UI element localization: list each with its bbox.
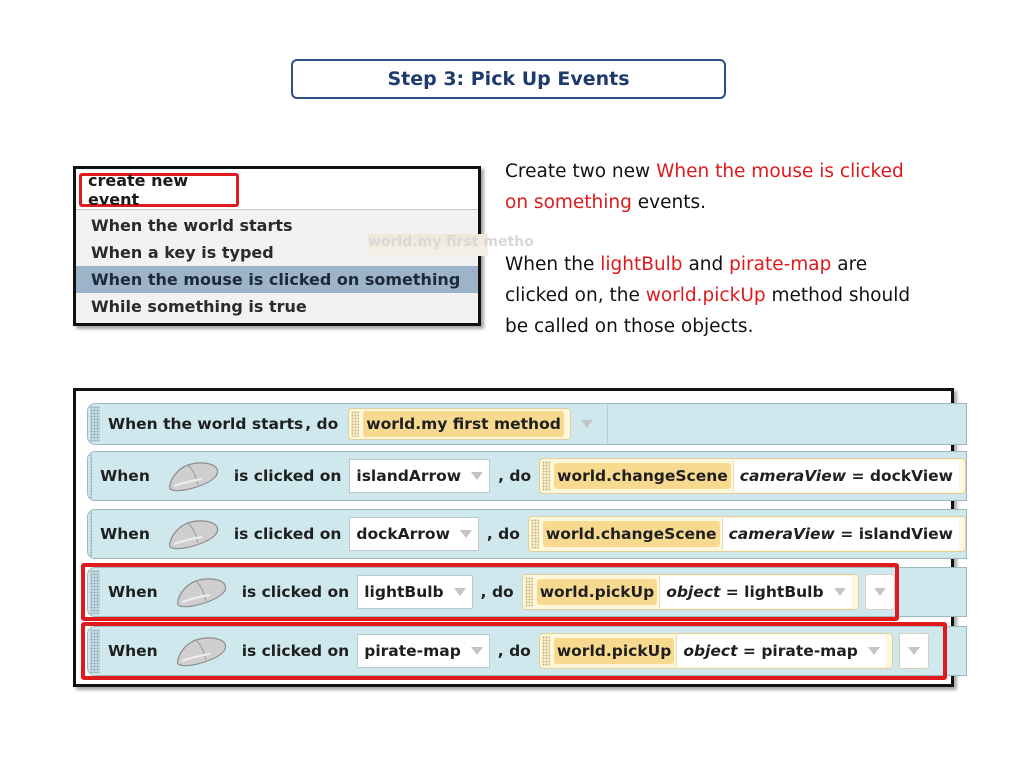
drag-handle[interactable]: [90, 629, 100, 673]
drag-handle[interactable]: [542, 636, 550, 666]
target-select[interactable]: [349, 459, 490, 493]
do-label: , do: [486, 525, 520, 543]
method-name: world.pickUp: [537, 579, 658, 605]
event-mouse-click-island-arrow[interactable]: [87, 451, 967, 501]
param-value: lightBulb: [744, 583, 824, 601]
clicked-on-label: is clicked on: [233, 467, 342, 485]
equals: =: [840, 525, 854, 543]
param-value: dockView: [869, 467, 953, 485]
highlight-text: When the mouse is clicked on something: [505, 161, 904, 213]
method-name: world.changeScene: [554, 463, 731, 489]
do-label: , do: [497, 642, 531, 660]
create-new-event-button[interactable]: create new event: [79, 173, 239, 207]
param-name: object: [683, 642, 738, 660]
menu-item-mouse-clicked[interactable]: When the mouse is clicked on something: [76, 266, 478, 293]
method-block[interactable]: [522, 574, 859, 610]
event-mouse-click-light-bulb[interactable]: [87, 567, 967, 617]
text: and: [682, 254, 730, 275]
clicked-on-label: is clicked on: [241, 583, 350, 601]
equals: =: [742, 642, 756, 660]
dropdown-arrow-icon: [460, 530, 472, 538]
event-mouse-click-dock-arrow[interactable]: [87, 509, 967, 559]
param-name: cameraView: [739, 467, 847, 485]
when-label: When: [108, 583, 158, 601]
instructions: [505, 156, 925, 342]
dropdown-arrow-icon: [874, 588, 886, 596]
dropdown-arrow-icon[interactable]: [834, 588, 846, 596]
when-label: When: [100, 525, 150, 543]
method-block[interactable]: [539, 458, 966, 494]
parameter[interactable]: [722, 518, 959, 550]
target-value: dockArrow: [356, 525, 450, 543]
text: When the: [505, 254, 601, 275]
param-name: object: [666, 583, 721, 601]
text: Create two new: [505, 161, 657, 182]
target-select[interactable]: [357, 575, 472, 609]
dropdown-arrow-icon: [471, 472, 483, 480]
menu-item-world-starts[interactable]: When the world starts: [76, 212, 478, 239]
event-world-starts[interactable]: [87, 403, 967, 445]
param-value: islandView: [858, 525, 953, 543]
mouse-icon: [166, 459, 220, 493]
mouse-icon: [174, 634, 228, 668]
do-label: , do: [480, 583, 514, 601]
text: are clicked on, the: [505, 254, 868, 306]
slide-title: Step 3: Pick Up Events: [291, 59, 726, 99]
dropdown-arrow-icon: [908, 647, 920, 655]
highlight-text: world.pickUp: [645, 285, 766, 306]
target-value: pirate-map: [364, 642, 461, 660]
event-label: When the world starts: [108, 415, 304, 433]
instruction-paragraph-1: [505, 156, 925, 218]
method-name: world.changeScene: [543, 521, 720, 547]
equals: =: [725, 583, 739, 601]
equals: =: [851, 467, 865, 485]
method-name: world.pickUp: [554, 638, 675, 664]
dropdown-arrow-icon[interactable]: [581, 420, 593, 428]
text: events.: [631, 192, 706, 213]
text: method should be called on those objects.: [505, 285, 911, 337]
do-label: , do: [498, 467, 532, 485]
drag-handle[interactable]: [531, 519, 539, 549]
drag-handle[interactable]: [90, 454, 92, 498]
target-select[interactable]: [357, 634, 490, 668]
method-block[interactable]: [539, 633, 893, 669]
instruction-paragraph-2: [505, 249, 925, 342]
highlight-text: pirate-map: [729, 254, 832, 275]
events-editor: [73, 388, 954, 687]
target-select[interactable]: [349, 517, 479, 551]
drag-handle[interactable]: [351, 411, 359, 437]
dropdown-arrow-icon: [471, 647, 483, 655]
drag-handle[interactable]: [90, 570, 100, 614]
menu-header: [76, 169, 478, 210]
dropdown-arrow-icon: [454, 588, 466, 596]
divider: [607, 403, 608, 445]
method-name: world.my first method: [363, 411, 564, 437]
method-block[interactable]: [528, 516, 966, 552]
target-value: lightBulb: [364, 583, 444, 601]
clicked-on-label: is clicked on: [233, 525, 342, 543]
param-name: cameraView: [728, 525, 835, 543]
clicked-on-label: is clicked on: [241, 642, 350, 660]
drag-handle[interactable]: [90, 512, 92, 556]
menu-item-key-typed[interactable]: When a key is typed: [76, 239, 478, 266]
mouse-icon: [174, 575, 228, 609]
menu-item-while-true[interactable]: While something is true: [76, 293, 478, 320]
method-block[interactable]: [348, 408, 571, 440]
event-type-list: [76, 212, 478, 320]
more-options-dropdown[interactable]: [865, 574, 895, 610]
dropdown-arrow-icon[interactable]: [868, 647, 880, 655]
highlight-text: lightBulb: [600, 254, 683, 275]
drag-handle[interactable]: [542, 461, 550, 491]
parameter[interactable]: [733, 460, 959, 492]
when-label: When: [108, 642, 158, 660]
parameter[interactable]: [676, 635, 886, 667]
event-mouse-click-pirate-map[interactable]: [87, 626, 967, 676]
drag-handle[interactable]: [525, 577, 533, 607]
when-label: When: [100, 467, 150, 485]
param-value: pirate-map: [761, 642, 858, 660]
target-value: islandArrow: [356, 467, 462, 485]
more-options-dropdown[interactable]: [899, 633, 929, 669]
mouse-icon: [166, 517, 220, 551]
do-label: , do: [305, 415, 339, 433]
background-method-text: world.my first metho: [368, 234, 488, 256]
create-event-menu: [73, 166, 534, 326]
drag-handle[interactable]: [90, 406, 100, 442]
parameter[interactable]: [659, 576, 851, 608]
